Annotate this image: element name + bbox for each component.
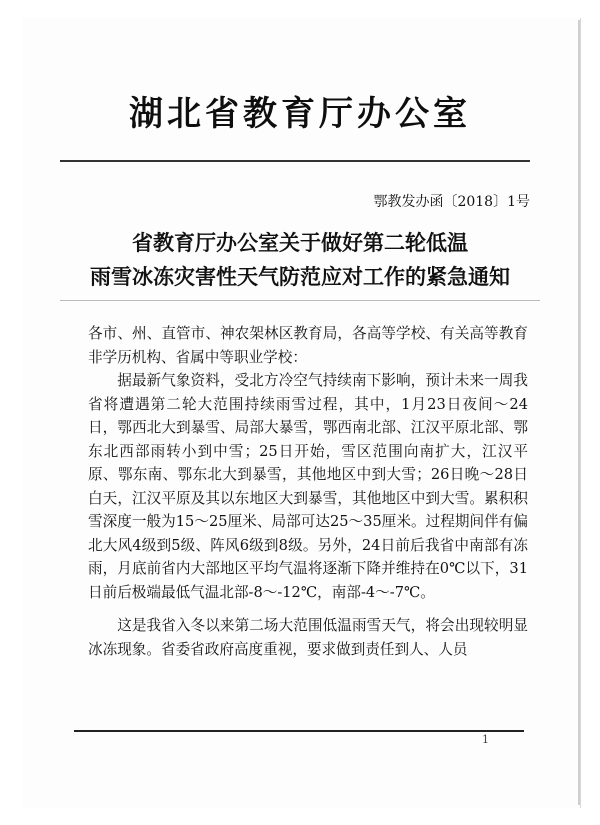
document-body	[88, 322, 528, 661]
document-number: 鄂教发办函〔2018〕1号	[373, 194, 530, 210]
footer-divider	[74, 730, 524, 732]
document-title-line-1: 省教育厅办公室关于做好第二轮低温	[132, 230, 468, 255]
issuing-agency-header: 湖北省教育厅办公室	[129, 94, 471, 134]
document-title	[40, 226, 560, 294]
body-paragraph: 据最新气象资料，受北方冷空气持续南下影响，预计未来一周我省将遭遇第二轮大范围持续雨雪过程，其中，1月23日夜间～24日，鄂西北大到暴雪、局部大暴雪，鄂西南北部、江汉平原北部、鄂东北西部雨转小到中雪；25日开始，雪区范围向南扩大，江汉平原、鄂东南、鄂东北大到暴雪，其他地区中到大雪；26日晚～28日白天，江汉平原及其以东地区大到暴雪，其他地区中到大雪。累积积雪深度一般为15～25厘米、局部可达25～35厘米。过程期间伴有偏北大风4级到5级、阵风6级到8级。另外，24日前后我省中南部有冻雨，月底前省内大部地区平均气温将逐渐下降并维持在0℃以下，31日前后极端最低气温北部-8～-12℃，南部-4～-7℃。	[88, 372, 528, 601]
page-number: 1	[482, 733, 489, 746]
title-divider	[60, 300, 540, 301]
page-edge	[578, 20, 580, 805]
recipients: 各市、州、直管市、神农架林区教育局，各高等学校、有关高等教育非学历机构、省属中等职业学校：	[88, 325, 528, 366]
document-title-line-2: 雨雪冰冻灾害性天气防范应对工作的紧急通知	[90, 264, 510, 289]
header-divider	[60, 160, 530, 162]
body-paragraph: 这是我省入冬以来第二场大范围低温雨雪天气，将会出现较明显冰冻现象。省委省政府高度重视，要求做到责任到人、人员	[88, 617, 528, 658]
